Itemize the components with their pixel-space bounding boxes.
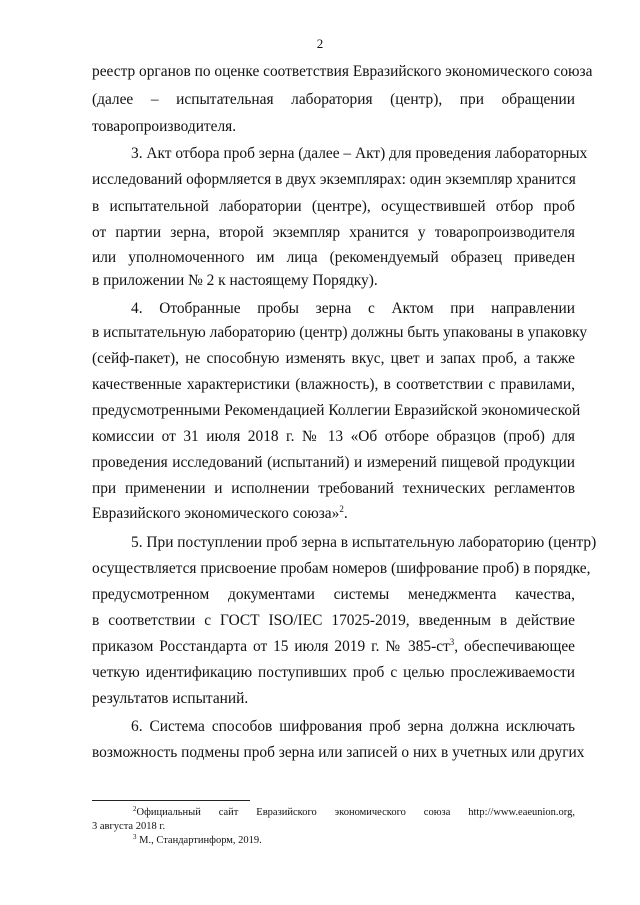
body-line: результатов испытаний. xyxy=(92,690,249,707)
footnote-2 xyxy=(133,806,575,820)
paragraph-3-start: 3. Акт отбора проб зерна (далее – Акт) для проведения лабораторных xyxy=(131,145,588,162)
page-number: 2 xyxy=(316,36,324,51)
footnote-ref-3: 3 xyxy=(449,637,455,647)
body-line: в испытательной лаборатории (центре), осуществившей отбор проб xyxy=(92,198,575,215)
footnote-ref-2: 2 xyxy=(339,504,344,514)
footnote-separator xyxy=(92,800,250,801)
body-line: комиссии от 31 июля 2018 г. № 13 «Об отборе образцов (проб) для xyxy=(92,428,575,445)
body-line: предусмотренными Рекомендацией Коллегии Евразийской экономической xyxy=(92,402,581,419)
footnote-text: М., Стандартинформ, 2019. xyxy=(139,835,262,846)
paragraph-5-start: 5. При поступлении проб зерна в испытательную лабораторию (центр) xyxy=(131,534,597,551)
line-tail: $^3$, обеспечивающее xyxy=(449,637,575,655)
body-line: качественные характеристики (влажность), в соответствии с правилами, xyxy=(92,376,575,393)
body-line: или уполномоченного им лица (рекомендуемый образец приведен xyxy=(92,249,575,266)
footnote-mark: 3 xyxy=(133,833,137,841)
footnote-text: Официальный сайт Евразийского экономического союза http://www.eaeunion.org, xyxy=(136,807,575,818)
footnote-3 xyxy=(133,834,575,848)
body-line: при применении и исполнении требований технических регламентов xyxy=(92,480,575,497)
body-line xyxy=(92,637,575,657)
line-end-dot: . xyxy=(343,505,348,522)
body-line: от партии зерна, второй экземпляр хранится у товаропроизводителя xyxy=(92,224,575,241)
line-text: Евразийского экономического союза» xyxy=(92,505,340,522)
body-line: товаропроизводителя. xyxy=(92,118,237,135)
body-line: (далее – испытательная лаборатория (центр), при обращении xyxy=(92,91,575,108)
body-line xyxy=(92,504,575,524)
footnote-2-continued: 3 августа 2018 г. xyxy=(92,821,166,832)
body-line: в соответствии с ГОСТ ISO/IEC 17025-2019, введенным в действие xyxy=(92,612,575,629)
body-line: исследований оформляется в двух экземплярах: один экземпляр хранится xyxy=(92,171,576,188)
body-line: проведения исследований (испытаний) и измерений пищевой продукции xyxy=(92,454,575,471)
body-line: реестр органов по оценке соответствия Евразийского экономического союза xyxy=(92,63,593,80)
footnote-mark: 2 xyxy=(133,805,137,813)
body-line: в приложении № 2 к настоящему Порядку). xyxy=(92,272,378,289)
body-line: четкую идентификацию поступивших проб с целью прослеживаемости xyxy=(92,664,575,681)
body-line: предусмотренном документами системы менеджмента качества, xyxy=(92,586,575,603)
body-line: (сейф-пакет), не способную изменять вкус, цвет и запах проб, а также xyxy=(92,350,575,367)
paragraph-6-start: 6. Система способов шифрования проб зерна должна исключать xyxy=(131,718,575,735)
line-text: приказом Росстандарта от 15 июля 2019 г. № 385-ст xyxy=(92,638,450,655)
body-line: в испытательную лабораторию (центр) должны быть упакованы в упаковку xyxy=(92,324,588,341)
paragraph-4-start: 4. Отобранные пробы зерна с Актом при направлении xyxy=(131,300,575,317)
body-line: осуществляется присвоение пробам номеров (шифрование проб) в порядке, xyxy=(92,560,591,577)
body-line: возможность подмены проб зерна или записей о них в учетных или других xyxy=(92,744,585,761)
